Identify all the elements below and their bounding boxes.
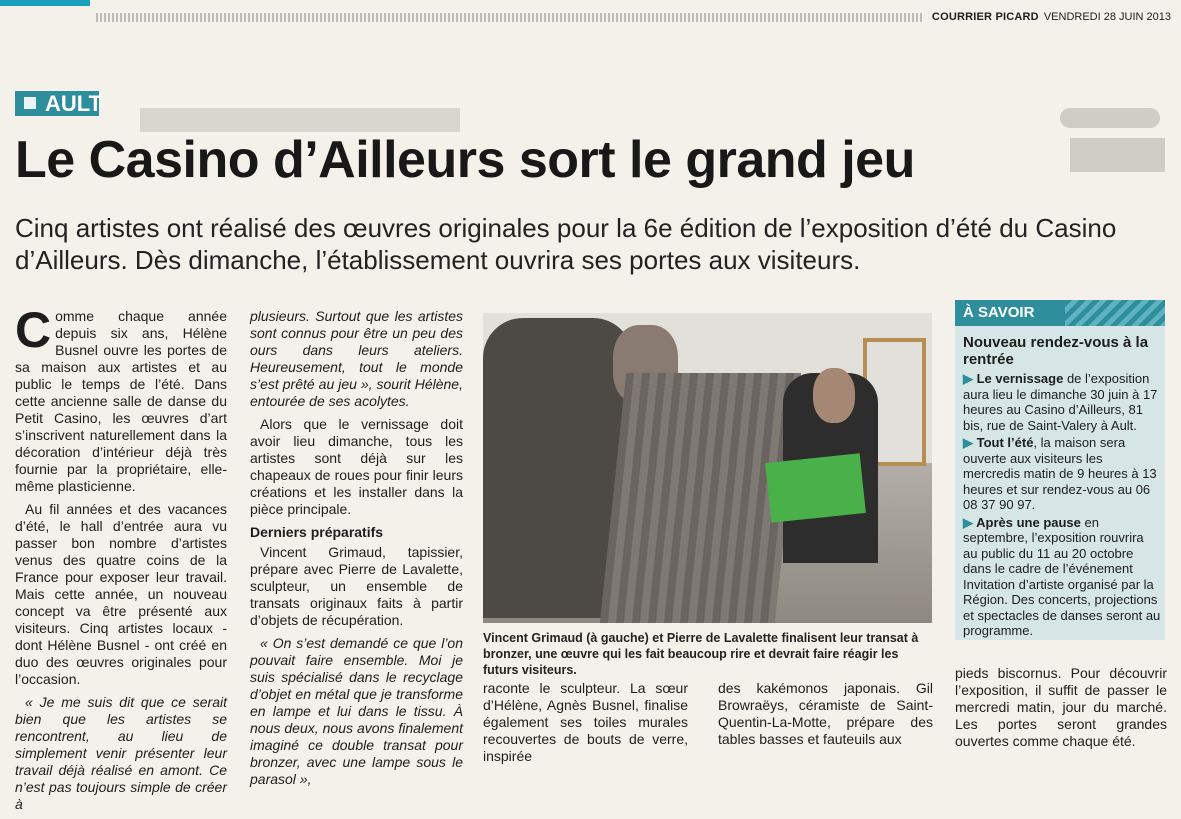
tab-stripes	[1065, 300, 1165, 326]
info-item	[963, 371, 1161, 433]
deck-standfirst: Cinq artistes ont réalisé des œuvres originales pour la 6e édition de l’exposition d’été du Casino d’Ailleurs. Dès dimanche, l’établissement ouvrira ses portes aux visiteurs.	[15, 213, 1117, 275]
article-column-4	[718, 680, 933, 754]
info-item-lead: Tout l’été	[976, 435, 1034, 450]
article-column-3	[483, 680, 688, 771]
article-column-1	[15, 302, 227, 819]
paragraph: Alors que le vernissage doit avoir lieu dimanche, tous les artistes sont déjà sur les chapeaux de roues pour finir leurs créations et les installer dans la pièce principale.	[250, 416, 463, 517]
bleed-through-header-right	[1060, 108, 1165, 172]
paragraph: des kakémonos japonais. Gil Browraëys, céramiste de Saint-Quentin-La-Motte, prépare des tables basses et fauteuils aux	[718, 680, 933, 747]
paragraph: pieds biscornus. Pour découvrir l’exposition, il suffit de passer le mercredi matin, jour du marché. Les portes seront grandes ouvertes comme chaque été.	[955, 665, 1167, 749]
masthead-rule	[96, 13, 924, 22]
newspaper-name: COURRIER PICARD	[931, 11, 1039, 23]
info-item	[963, 435, 1161, 513]
quote-paragraph: « On s’est demandé ce que l’on pouvait faire ensemble. Moi je suis spécialisé dans le recyclage d’objet en métal que je transforme en lampe et lui dans le tissu. À nous deux, nous avons finalement imaginé ce double transat pour bronzer, avec une lampe sous le parasol »,	[250, 635, 463, 787]
paragraph: omme chaque année depuis six ans, Hélène Busnel ouvre les portes de sa maison aux artistes et au public le temps de l’été. Dans cette ancienne salle de danse du Petit Casino, les œuvres d’art s’inscrivent naturellement dans la décoration d’intérieur déjà très fournie par la propriétaire, elle-même plasticienne.	[15, 308, 227, 494]
top-color-bar	[0, 0, 90, 6]
article-column-2	[250, 308, 463, 794]
quote-paragraph: « Je me suis dit que ce serait bien que les artistes se rencontrent, au lieu de simplement venir présenter leur travail déjà réalisé en amont. Ce n’est pas toujours simple de créer à	[15, 694, 227, 812]
photo-head-right	[813, 368, 855, 423]
article-photo	[483, 313, 932, 623]
drop-cap: C	[15, 302, 52, 358]
info-box-tab-label: À SAVOIR	[963, 304, 1035, 321]
article-column-5	[955, 665, 1167, 756]
info-item-lead: Le vernissage	[976, 371, 1064, 386]
quote-paragraph: plusieurs. Surtout que les artistes sont connus pour être un peu des ours dans leurs ateliers. Heureusement, tout le monde s’est prêté au jeu », sourit Hélène, entourée de ses acolytes.	[250, 308, 463, 409]
paragraph: Vincent Grimaud, tapissier, prépare avec Pierre de Lavalette, sculpteur, un ensemble de transats originaux faits à partir d’objets de récupération.	[250, 544, 463, 628]
bullet-arrow-icon: ▶	[963, 514, 977, 530]
masthead	[96, 10, 1171, 24]
bleed-through-tag	[1060, 108, 1160, 128]
info-item	[963, 515, 1161, 639]
info-item-lead: Après une pause	[976, 514, 1081, 530]
photo-caption: Vincent Grimaud (à gauche) et Pierre de Lavalette finalisent leur transat à bronzer, une œuvre qui les fait beaucoup rire et devrait faire réagir les futurs visiteurs.	[483, 631, 919, 677]
info-box-title: Nouveau rendez-vous à la rentrée	[963, 334, 1149, 368]
paragraph: raconte le sculpteur. La sœur d’Hélène, Agnès Busnel, finalise également ses toiles murales recouvertes de bouts de verre, inspirée	[483, 680, 688, 764]
info-item-text: en septembre, l’exposition rouvrira au public du 11 au 20 octobre dans le cadre de l’événement Invitation d’artiste organisé par la Région. Des concerts, projections et spectacles de danses seront au programme.	[963, 514, 1161, 638]
paragraph: Au fil années et des vacances d’été, le hall d’entrée aura vu passer bon nombre d’artistes venus des quatre coins de la France pour exposer leur travail. Mais cette année, un nouveau concept va être présenté aux visiteurs. Cinq artistes locaux - dont Hélène Busnel - ont créé en duo des œuvres originales pour l’occasion.	[15, 501, 227, 687]
headline: Le Casino d’Ailleurs sort le grand jeu	[15, 131, 915, 189]
photo-green-fabric	[765, 453, 866, 523]
info-box-tab	[955, 300, 1165, 326]
subheading: Derniers préparatifs	[250, 524, 384, 540]
issue-date: VENDREDI 28 JUIN 2013	[1043, 11, 1171, 23]
info-item-text: de l’exposition aura lieu le dimanche 30 juin à 17 heures au Casino d’Ailleurs, 81 bis, rue de Saint-Valery à Ault.	[963, 371, 1158, 433]
info-item-text: , la maison sera ouverte aux visiteurs les mercredis matin de 9 heures à 13 heures et sur rendez-vous au 06 08 37 90 97.	[963, 435, 1157, 512]
bleed-through-title	[1070, 138, 1165, 172]
info-box	[955, 300, 1165, 640]
location-kicker: AULT	[15, 91, 99, 116]
bullet-arrow-icon: ▶	[963, 435, 977, 450]
bullet-arrow-icon: ▶	[963, 371, 977, 386]
info-box-content	[963, 334, 1161, 641]
